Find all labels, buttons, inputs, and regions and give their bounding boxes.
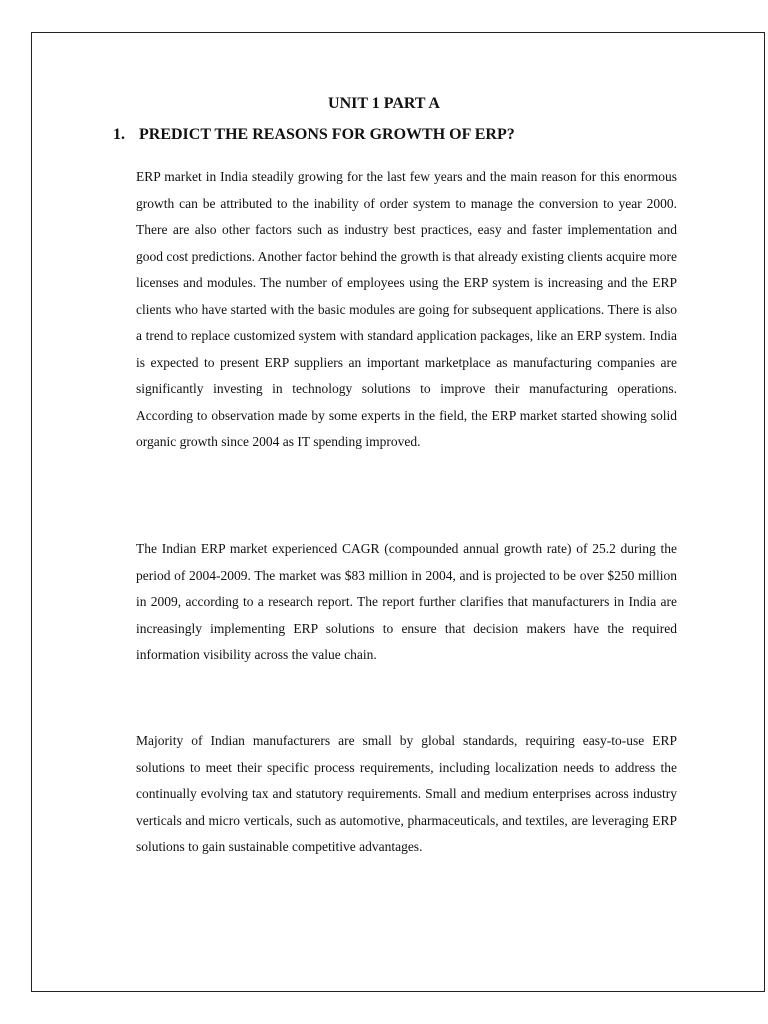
paragraph-market-cagr: The Indian ERP market experienced CAGR (compounded annual growth rate) of 25.2 during the period of 2004-2009. The market was $83 million in 2004, and is projected to be over $250 million in 2009, according to a research report. The report further clarifies that manufacturers in India are increasingly implementing ERP solutions to ensure that decision makers have the required information visibility across the value chain. — [136, 541, 677, 662]
unit-title: UNIT 1 PART A — [328, 95, 440, 112]
question-number: 1. — [113, 126, 125, 143]
paragraph-small-manufacturers: Majority of Indian manufacturers are small by global standards, requiring easy-to-use ERP solutions to meet their specific process requirements, including localization needs to address the continually evolving tax and statutory requirements. Small and medium enterprises across industry verticals and micro verticals, such as automotive, pharmaceuticals, and textiles, are leveraging ERP solutions to gain sustainable competitive advantages. — [136, 733, 677, 854]
question-text: PREDICT THE REASONS FOR GROWTH OF ERP? — [139, 126, 515, 143]
question-heading — [113, 124, 515, 146]
paragraph-growth-reasons: ERP market in India steadily growing for the last few years and the main reason for this enormous growth can be attributed to the inability of order system to manage the conversion to year 2000. There are also other factors such as industry best practices, easy and faster implementation and good cost predictions. Another factor behind the growth is that already existing clients acquire more licenses and modules. The number of employees using the ERP system is increasing and the ERP clients who have started with the basic modules are going for subsequent applications. There is also a trend to replace customized system with standard application packages, like an ERP system. India is expected to present ERP suppliers an important marketplace as manufacturing companies are significantly investing in technology solutions to improve their manufacturing operations. According to observation made by some experts in the field, the ERP market started showing solid organic growth since 2004 as IT spending improved. — [136, 169, 677, 449]
